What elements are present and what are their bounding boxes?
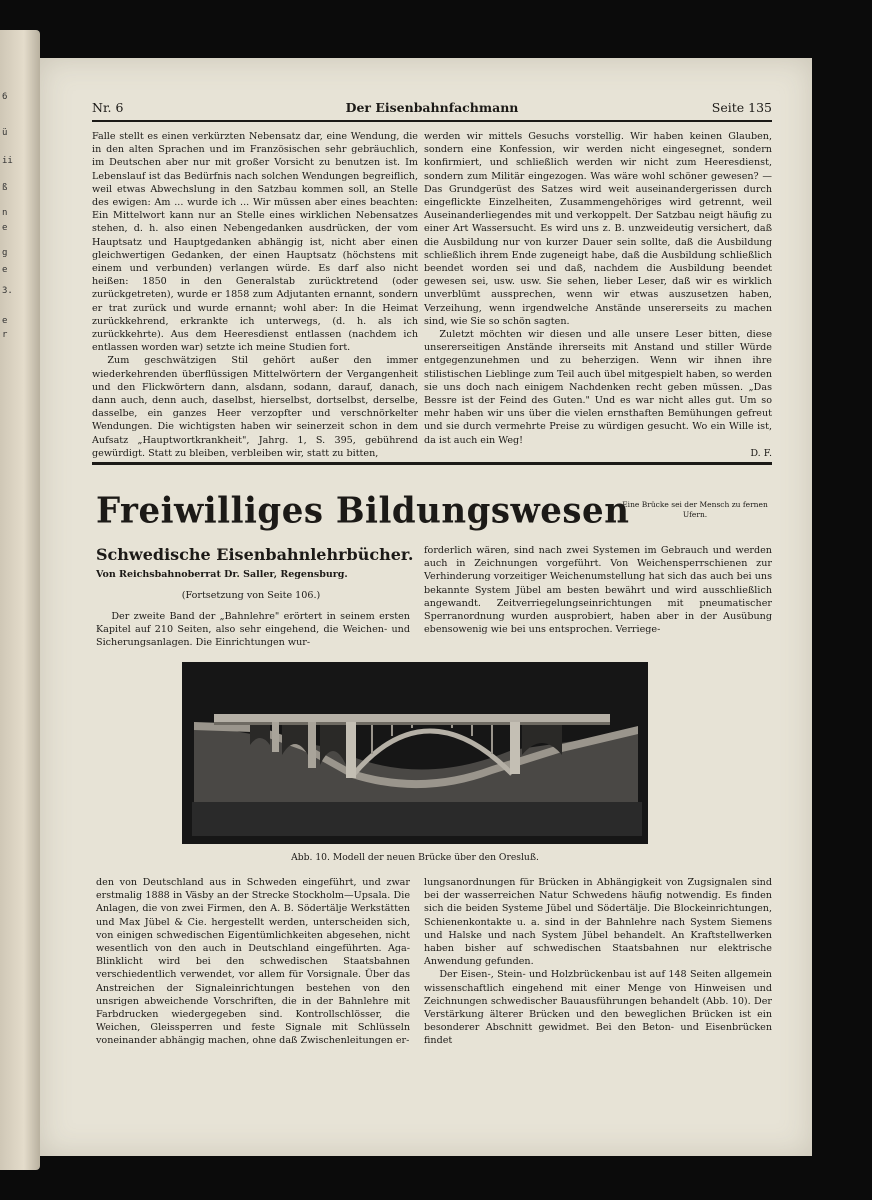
- prev-page-mark: ü: [2, 128, 8, 138]
- prev-page-mark: 6: [2, 92, 8, 102]
- continuation-note: (Fortsetzung von Seite 106.): [181, 590, 321, 601]
- previous-page-edge: [0, 30, 40, 1170]
- running-header: [92, 100, 772, 120]
- prev-page-mark: e: [2, 316, 8, 326]
- paragraph: Der zweite Band der „Bahnlehre" erörtert in seinem ersten Kapitel auf 210 Seiten, also sehr eingehend, die Weichen- und Sicherungsanlagen. Die Einrichtungen wur-: [96, 611, 410, 649]
- paragraph: lungsanordnungen für Brücken in Abhängigkeit von Zugsignalen sind bei der wasserreichen Natur Schwedens häufig notwendig. Es finden sich die beiden Systeme Jübel und Södertälje. Die Blockeinrichtungen, Schienenkontakte u. a. sind in der Bahnlehre nach System Siemens und Halske und nach System Jübel behandelt. An Kraftstellwerken haben bisher auf schwedischen Staatsbahnen nur elektrische Anwendung gefunden.: [424, 877, 772, 968]
- prev-page-mark: ii: [2, 156, 13, 166]
- column-intro-right: [424, 544, 772, 636]
- issue-number: Nr. 6: [92, 100, 124, 115]
- bridge-photo: [182, 662, 648, 844]
- column-bottom-left: [96, 876, 410, 1048]
- section-rule: [92, 462, 772, 465]
- paragraph: Falle stellt es einen verkürzten Nebensatz dar, eine Wendung, die in den alten Sprachen und im Französischen sehr gebräuchlich, im Deutschen aber nur mit großer Vorsicht zu benutzen ist. Im Lebenslauf ist das Bedürfnis nach solchen Wendungen begreiflich, weil etwas Abwechslung in den Satzbau kommen soll, an Stelle des ewigen: Am ... wurde ich ... Wir müssen aber eines beachten: Ein Mittelwort kann nur an Stelle eines wirklichen Nebensatzes stehen, d. h. also einen Nebengedanken ausdrücken, der vom Hauptsatz und Hauptgedanken abhängig ist, nicht aber einen gleichwertigen Gedanken, der einen Hauptsatz (höchstens mit einem und verbunden) verlangen würde. Es darf also nicht heißen: 1850 in den Generalstab zurücktretend (oder zurückgetreten), wurde er 1858 zum Adjutanten ernannt, sondern er trat zurück und wurde ernannt; wohl aber: In die Heimat zurückkehrend, erkrankte ich unterwegs, (d. h. als ich zurückkehrte). Aus dem Heeresdienst entlassen (nachdem ich entlassen worden war) setzte ich meine Studien fort.: [92, 131, 418, 354]
- bridge-model-image: [182, 662, 648, 844]
- paragraph: werden wir mittels Gesuchs vorstellig. Wir haben keinen Glauben, sondern eine Konfession, wir werden nicht eingesegnet, sondern konfirmiert, und schließlich werden wir nicht zum Heeresdienst, sondern zum Militär eingezogen. Was wäre wohl schöner gewesen? — Das Grundgerüst des Satzes wird weit auseinandergerissen durch eingeflickte Einzelheiten, Zusammengehöriges wird getrennt, weil Auseinanderliegendes mit und verkoppelt. Der Satzbau neigt häufig zu einer Art Wassersucht. Es wird uns z. B. unzweideutig versichert, daß die Ausbildung nur von kurzer Dauer sein sollte, daß die Ausbildung schließlich ihrem Ende zugeneigt habe, daß die Ausbildung schließlich beendet worden sei und daß, nachdem die Ausbildung beendet gewesen sei, usw. usw. Sie sehen, lieber Leser, daß wir es wirklich unverblümt aussprechen, wenn wir etwas auszusetzen haben, Verzeihung, wenn irgendwelche Anstände unsererseits zu machen sind, wie Sie so schön sagten.: [424, 131, 772, 327]
- paragraph: forderlich wären, sind nach zwei Systemen im Gebrauch und werden auch in Zeichnungen vorgeführt. Von Weichensperrschienen zur Verhinderung vorzeitiger Weichenumstellung hat sich das auch bei uns bekannte System Jübel am besten bewährt und wird ausschließlich angewandt. Zeitverriegelungseinrichtungen mit pneumatischer Sperranordnung wurden ausprobiert, haben aber in der Ausübung ebensowenig wie bei uns entsprochen. Verriege-: [424, 545, 772, 636]
- article-author: Von Reichsbahnoberrat Dr. Saller, Regensburg.: [96, 569, 348, 580]
- journal-page: [40, 58, 812, 1156]
- paragraph: Zuletzt möchten wir diesen und alle unsere Leser bitten, diese unsererseitigen Anstände ihrerseits mit Anstand und stiller Würde entgegenzunehmen und zu beherzigen. Wenn wir ihnen ihre stilistischen Lieblinge zum Teil auch übel mitgespielt haben, so werden sie uns doch nach einigem Nachdenken recht geben müssen. „Das Bessre ist der Feind des Guten." Und es war nicht alles gut. Um so mehr haben wir uns über die vielen ernsthaften Bemühungen gefreut und sie durch vermehrte Preise zu würdigen gesucht. Wo ein Wille ist, da ist auch ein Weg!: [424, 329, 773, 446]
- section-title: Freiwilliges Bildungswesen: [96, 490, 630, 532]
- prev-page-mark: 3.: [2, 286, 13, 296]
- column-top-right: [424, 130, 772, 460]
- paragraph: Zum geschwätzigen Stil gehört außer den immer wiederkehrenden überflüssigen Mittelwörtern der Vergangenheit und den Flickwörtern dann, alsdann, sodann, darauf, danach, dann auch, denn auch, daselbst, hierselbst, dortselbst, derselbe, dasselbe, ein ganzes Heer verzopfter und verschnörkelter Wendungen. Die wichtigsten haben wir seinerzeit schon in dem Aufsatz „Hauptwortkrankheit", Jahrg. 1, S. 395, gebührend gewürdigt. Statt zu bleiben, verbleiben wir, statt zu bitten,: [92, 355, 418, 459]
- prev-page-mark: g: [2, 248, 8, 258]
- column-bottom-right: [424, 876, 772, 1048]
- paragraph: Der Eisen-, Stein- und Holzbrückenbau ist auf 148 Seiten allgemein wissenschaftlich eingehend mit einer Menge von Hinweisen und Zeichnungen schwedischer Bauausführungen behandelt (Abb. 10). Der Verstärkung älterer Brücken und den beweglichen Brücken ist ein besonderer Abschnitt gewidmet. Bei den Beton- und Eisenbrücken findet: [424, 969, 772, 1047]
- figure-caption: Abb. 10. Modell der neuen Brücke über den Oresluß.: [291, 852, 539, 863]
- prev-page-mark: e: [2, 265, 8, 275]
- author-signature: D. F.: [750, 447, 772, 459]
- prev-page-mark: n: [2, 208, 8, 218]
- journal-title: Der Eisenbahnfachmann: [345, 100, 519, 115]
- article-title: Schwedische Eisenbahnlehrbücher.: [96, 545, 414, 564]
- page-number: Seite 135: [711, 100, 772, 115]
- header-rule: [92, 120, 772, 122]
- paragraph: den von Deutschland aus in Schweden eingeführt, und zwar erstmalig 1888 in Väsby an der Strecke Stockholm—Upsala. Die Anlagen, die von zwei Firmen, den A. B. Södertälje Werkstätten und Max Jübel & Cie. hergestellt werden, unterscheiden sich, von einigen schwedischen Eigentümlichkeiten abgesehen, nicht wesentlich von den auch in Deutschland eingeführten. Aga-Blinklicht wird bei den schwedischen Staatsbahnen verschiedentlich verwendet, vor allem für Vorsignale. Über das Anstreichen der Signaleinrichtungen bestehen von den unsrigen abweichende Vorschriften, die in der Bahnlehre mit Farbdrucken wiedergegeben sind. Kontrollschlösser, die Weichen, Gleissperren und feste Signale mit Schlüsseln voneinander abhängig machen, ohne daß Zwischenleitungen er-: [96, 877, 410, 1047]
- prev-page-mark: ß: [2, 183, 8, 193]
- prev-page-mark: e: [2, 223, 8, 233]
- column-intro-left: [96, 610, 410, 650]
- prev-page-mark: r: [2, 330, 8, 340]
- section-motto: Eine Brücke sei der Mensch zu fernen Ufern.: [622, 500, 768, 519]
- column-top-left: [92, 130, 418, 460]
